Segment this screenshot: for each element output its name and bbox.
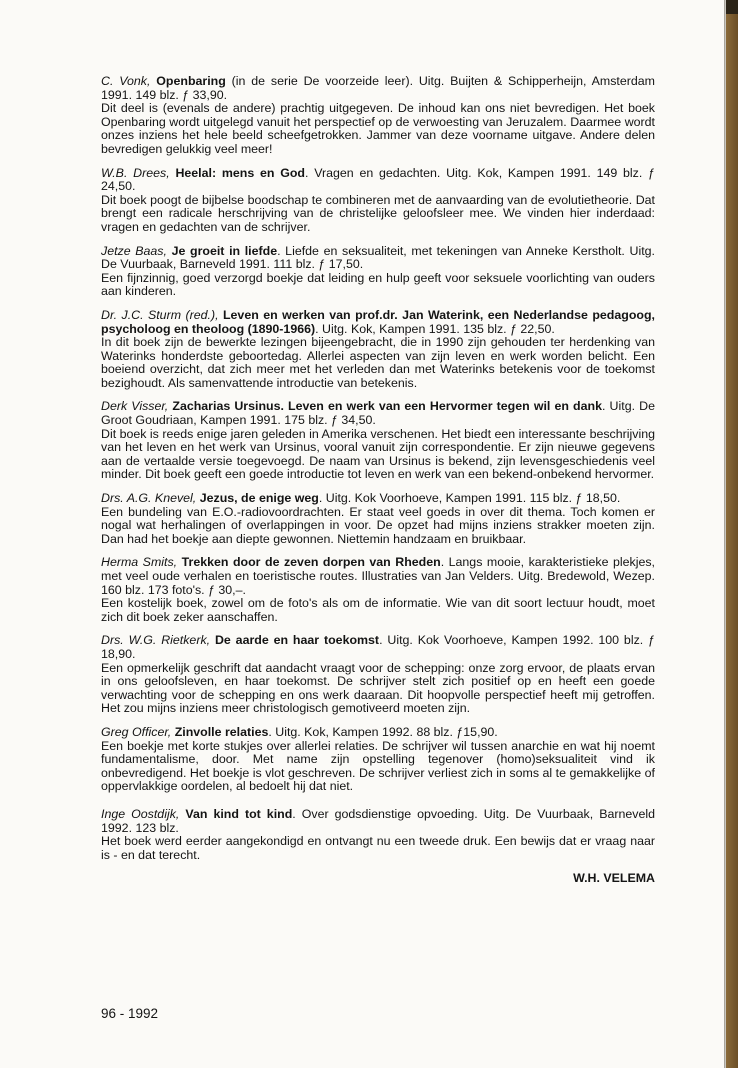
review-heading bbox=[101, 309, 655, 336]
review-title: Leven en werken van prof.dr. Jan Waterink, een Nederlandse pedagoog, psycholoog en theoloog (1890-1966) bbox=[101, 307, 655, 336]
review-body: Een opmerkelijk geschrift dat aandacht vraagt voor de schepping: onze zorg ervoor, de plaats ervan in ons geloofsleven, en haar toekomst. De schrijver stelt zich positief op en heeft een goede verwachting voor de schepping en ons werk daaraan. Dit hoopvolle perspectief heeft mij getroffen. Het zou mijns inziens meer christologisch gemotiveerd moeten zijn. bbox=[101, 660, 655, 716]
review-heading bbox=[101, 167, 655, 194]
review-item bbox=[101, 245, 655, 299]
review-body: Het boek werd eerder aangekondigd en ontvangt nu een tweede druk. Een bewijs dat er vraag naar is - en dat terecht. bbox=[101, 834, 655, 862]
reviewer-signature: W.H. VELEMA bbox=[573, 871, 655, 886]
review-title: Trekken door de zeven dorpen van Rheden bbox=[181, 555, 441, 570]
review-body: Een kostelijk boek, zowel om de foto's als om de informatie. Wie van dit soort lectuur houdt, moet zich dit boek zeker aanschaffen. bbox=[101, 596, 655, 624]
review-author: Inge Oostdijk, bbox=[101, 806, 180, 821]
page-number: 96 - 1992 bbox=[101, 1006, 159, 1021]
review-meta: . Uitg. Kok, Kampen 1992. 88 blz. ƒ15,90. bbox=[268, 724, 498, 739]
review-title: Je groeit in liefde bbox=[171, 243, 278, 258]
review-heading bbox=[101, 634, 655, 661]
review-heading bbox=[101, 726, 655, 740]
review-heading bbox=[101, 245, 655, 272]
review-title: Heelal: mens en God bbox=[175, 165, 305, 180]
review-author: Derk Visser, bbox=[101, 399, 169, 414]
review-author: Drs. A.G. Knevel, bbox=[101, 491, 197, 506]
review-item bbox=[101, 400, 655, 482]
review-author: W.B. Drees, bbox=[101, 165, 170, 180]
review-body: Een fijnzinnig, goed verzorgd boekje dat leiding en hulp geeft voor seksuele voorlichting van ouders aan kinderen. bbox=[101, 270, 655, 299]
review-author: Jetze Baas, bbox=[101, 243, 167, 258]
review-title: Zinvolle relaties bbox=[174, 724, 269, 739]
review-meta: . Uitg. Kok Voorhoeve, Kampen 1992. 100 blz. ƒ 18,90. bbox=[101, 633, 655, 661]
review-item bbox=[101, 75, 655, 157]
review-body: Dit boek poogt de bijbelse boodschap te combineren met de aanvaarding van de evolutietheorie. Dat brengt een radicale herschrijving van de christelijke geloofsleer mee. We vinden hier inderdaad: vragen en gedachten van de schrijver. bbox=[101, 192, 655, 234]
review-meta: . Langs mooie, karakteristieke plekjes, met veel oude verhalen en toeristische routes. Illustraties van Jan Velders. Uitg. Bredewold, Wezep. 160 blz. 173 foto's. ƒ 30,–. bbox=[101, 555, 655, 597]
review-author: Herma Smits, bbox=[101, 555, 178, 570]
review-title: Van kind tot kind bbox=[185, 806, 293, 821]
review-heading bbox=[101, 808, 655, 835]
review-author: Drs. W.G. Rietkerk, bbox=[101, 633, 211, 648]
review-item bbox=[101, 492, 655, 546]
review-title: Zacharias Ursinus. Leven en werk van een Hervormer tegen wil en dank bbox=[172, 399, 602, 414]
review-item bbox=[101, 726, 655, 794]
review-heading bbox=[101, 75, 655, 102]
review-meta: . Uitg. De Groot Goudriaan, Kampen 1991. 175 blz. ƒ 34,50. bbox=[101, 399, 655, 428]
review-author: Dr. J.C. Sturm (red.), bbox=[101, 307, 219, 322]
review-meta: . Over godsdienstige opvoeding. Uitg. De Vuurbaak, Barneveld 1992. 123 blz. bbox=[101, 806, 655, 835]
review-meta: (in de serie De voorzeide leer). Uitg. Buijten & Schipperheijn, Amsterdam 1991. 149 blz. ƒ 33,90. bbox=[101, 74, 655, 102]
review-item bbox=[101, 167, 655, 235]
review-body: Een boekje met korte stukjes over allerlei relaties. De schrijver wil tussen anarchie en wat hij noemt fundamentalisme, door. Met name zijn opstelling tegenover (homo)seksualiteit vind ik onbevredigend. Het boekje is vlot geschreven. De schrijver verliest zich in soms al te gemakkelijke of oppervlakkige oordelen, al bedoelt hij dat niet. bbox=[101, 738, 655, 794]
review-title: Jezus, de enige weg bbox=[199, 491, 319, 506]
review-author: C. Vonk, bbox=[101, 74, 151, 88]
review-body: Een bundeling van E.O.-radiovoordrachten. Er staat veel goeds in over dit thema. Toch komen er nogal wat herhalingen of overlappingen in voor. De opzet had mijns inziens strakker moeten zijn. Dan had het boekje aan diepte gewonnen. Niettemin handzaam en bruikbaar. bbox=[101, 504, 655, 546]
review-body: Dit boek is reeds enige jaren geleden in Amerika verschenen. Het biedt een interessante beschrijving van het leven en het werk van Ursinus, vooral vanuit zijn correspondentie. Er zijn nieuwe gegevens aan de vertaalde versie toegevoegd. De naam van Ursinus is bekend, zijn levensgeschiedenis veel minder. Dit boek geeft een goede introductie tot leven en werk van een bekend-onbekend hervormer. bbox=[101, 426, 655, 482]
review-heading bbox=[101, 492, 655, 506]
review-body: Dit deel is (evenals de andere) prachtig uitgegeven. De inhoud kan ons niet bevredigen. Het boek Openbaring wordt uitgelegd vanuit het perspectief op de verwoesting van Jeruzalem. Daarmee wordt onzes inziens het hele beeld scheefgetrokken. Jammer van deze voorname uitgave. Andere delen bevredigen gelukkig veel meer! bbox=[101, 101, 655, 156]
review-meta: . Vragen en gedachten. Uitg. Kok, Kampen 1991. 149 blz. ƒ 24,50. bbox=[101, 165, 655, 194]
review-heading bbox=[101, 556, 655, 597]
review-item bbox=[101, 634, 655, 716]
review-meta: . Uitg. Kok, Kampen 1991. 135 blz. ƒ 22,50. bbox=[315, 321, 555, 336]
review-column bbox=[101, 75, 655, 886]
review-author: Greg Officer, bbox=[101, 724, 172, 739]
review-body: In dit boek zijn de bewerkte lezingen bijeengebracht, die in 1990 zijn gehouden ter herdenking van Waterinks honderdste geboortedag. Allerlei aspecten van zijn leven en werk worden belicht. Een boeiend overzicht, dat zich meer met het verleden dan met Waterinks betekenis voor de toekomst bezighoudt. Als samenvattende introductie van betekenis. bbox=[101, 335, 655, 390]
book-spine bbox=[726, 0, 738, 1068]
review-title: Openbaring bbox=[156, 74, 226, 88]
review-heading bbox=[101, 400, 655, 427]
review-item bbox=[101, 309, 655, 391]
review-meta: . Uitg. Kok Voorhoeve, Kampen 1991. 115 blz. ƒ 18,50. bbox=[318, 491, 621, 506]
review-item bbox=[101, 556, 655, 624]
book-spine-top bbox=[726, 0, 738, 14]
review-meta: . Liefde en seksualiteit, met tekeningen van Anneke Kerstholt. Uitg. De Vuurbaak, Barneveld 1991. 111 blz. ƒ 17,50. bbox=[101, 243, 655, 272]
review-title: De aarde en haar toekomst bbox=[214, 633, 380, 648]
review-item bbox=[101, 808, 655, 862]
